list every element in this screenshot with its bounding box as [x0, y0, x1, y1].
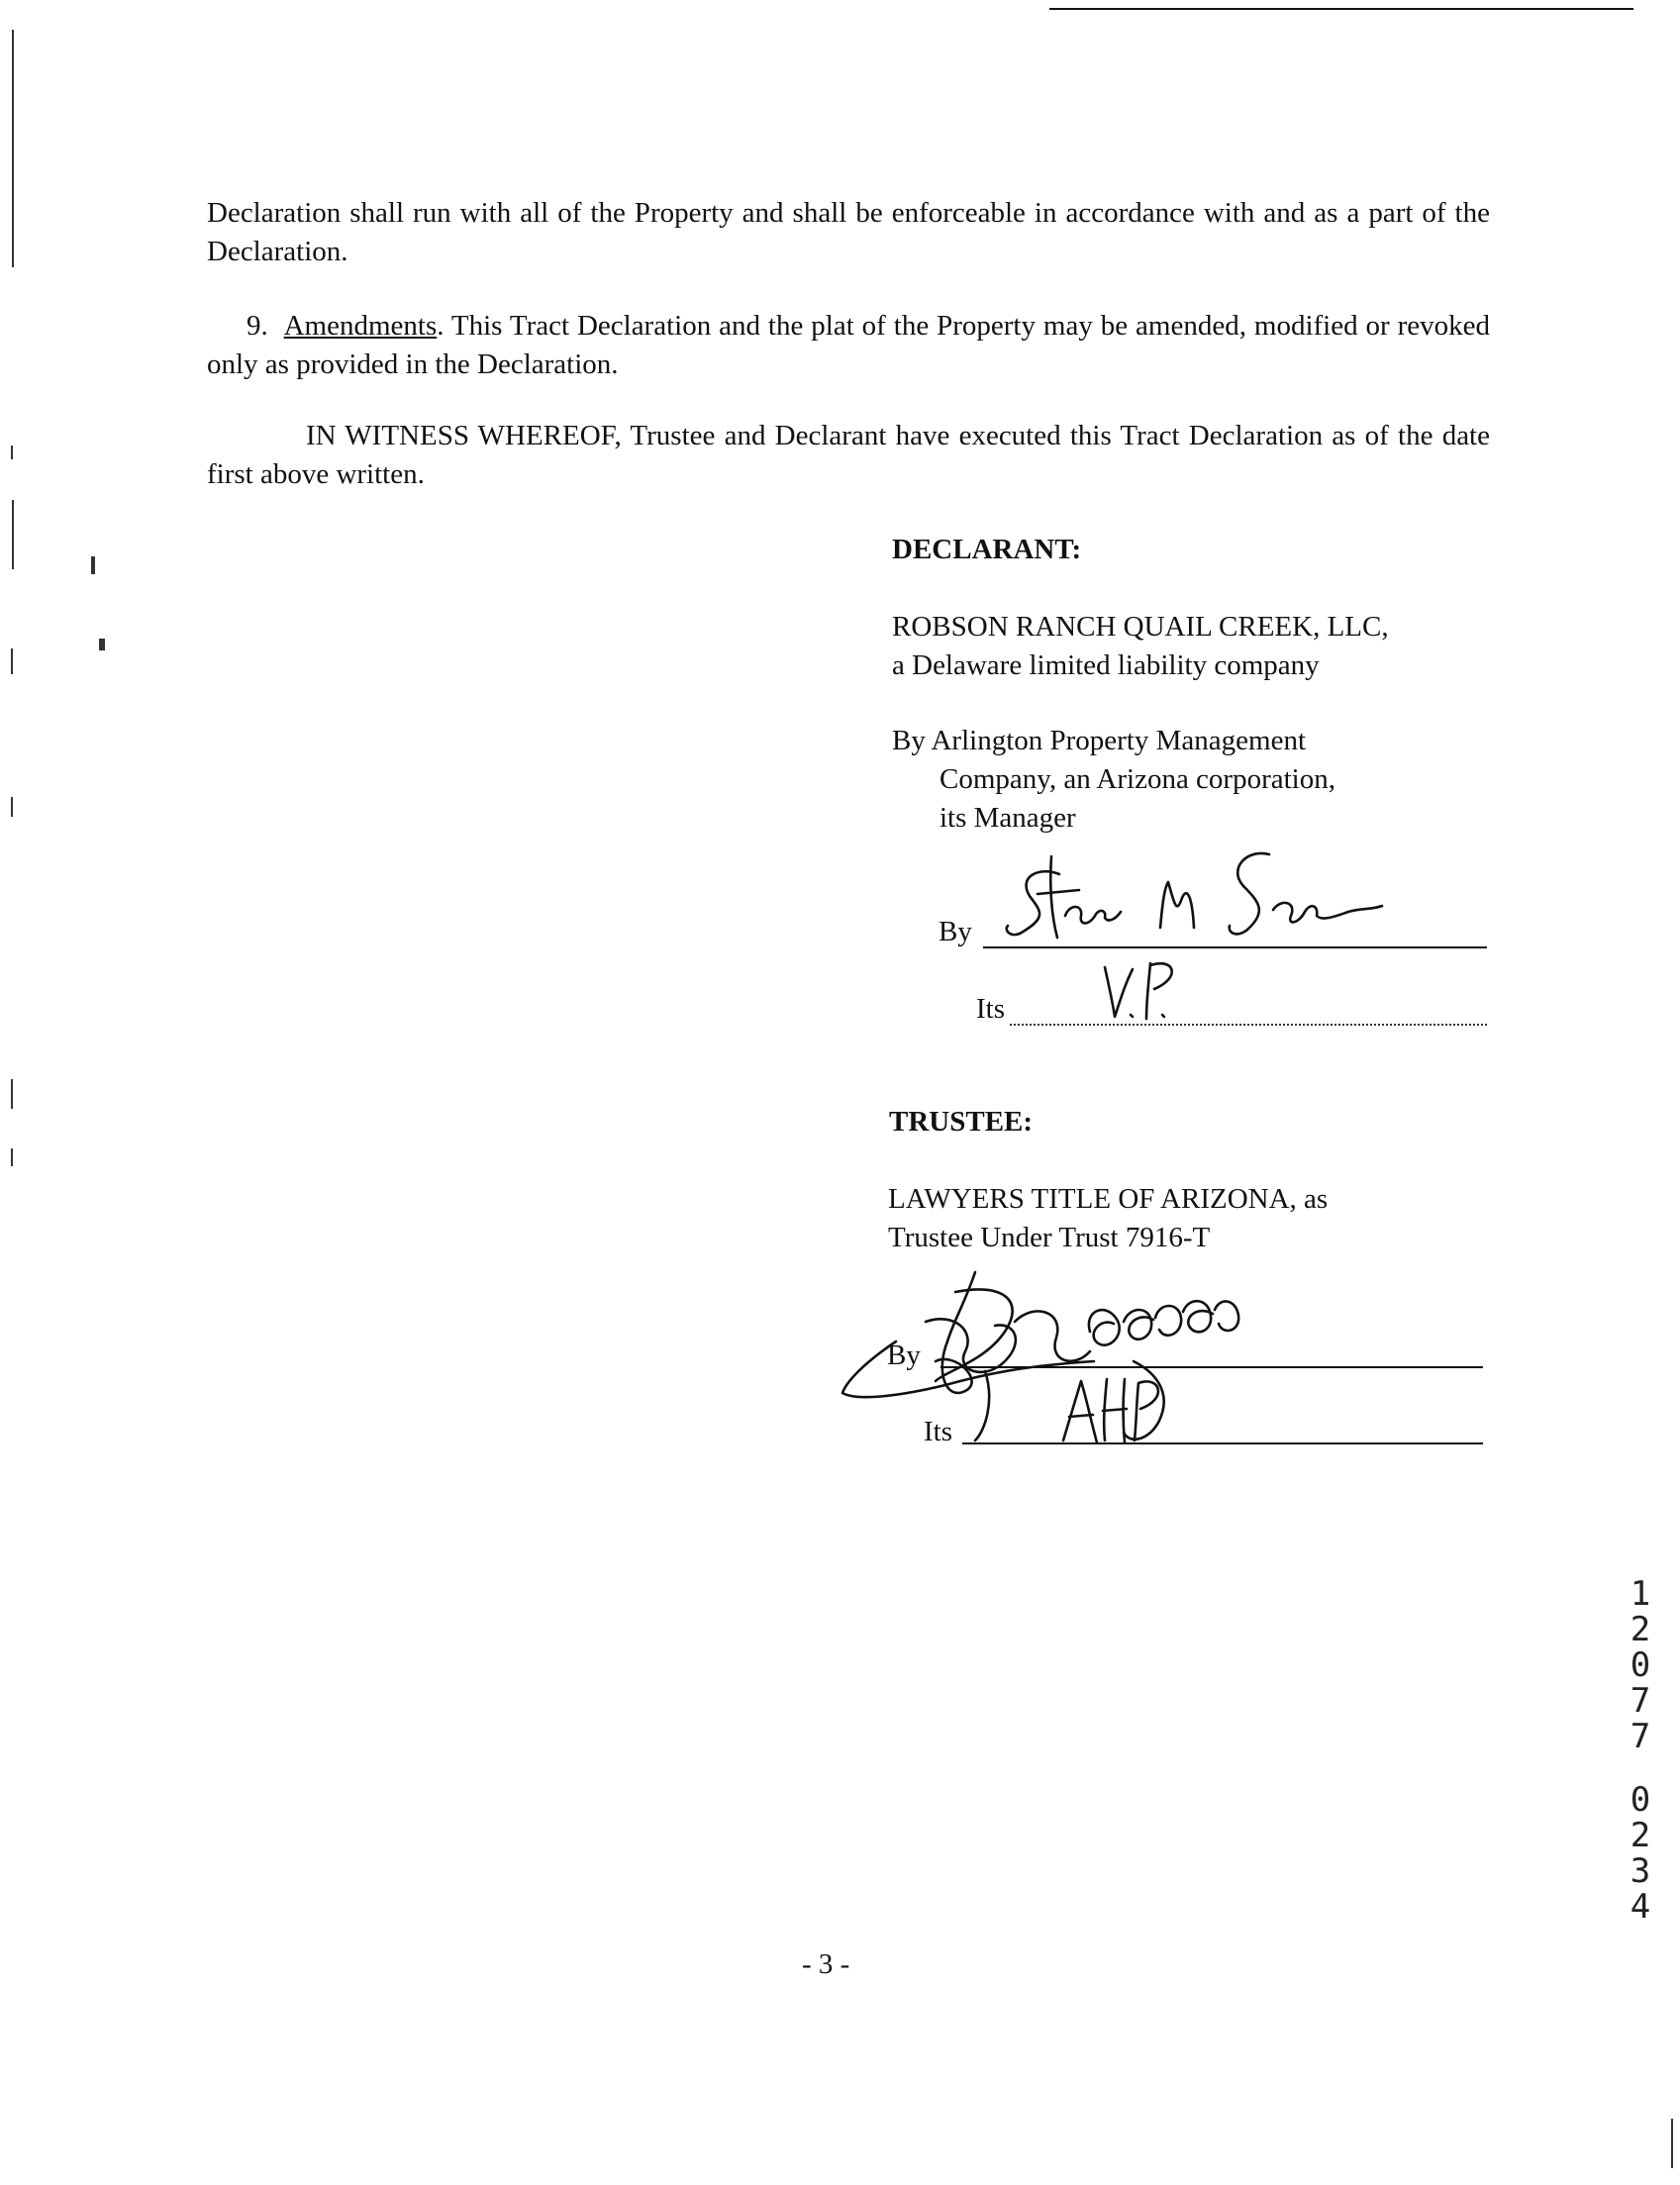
declarant-manager-company: Company, an Arizona corporation,: [939, 763, 1335, 795]
margin-mark: [11, 446, 13, 459]
recording-stamp-digit: 3: [1630, 1851, 1651, 1891]
margin-mark: [12, 500, 14, 569]
recording-stamp-digit: 2: [1630, 1610, 1651, 1649]
declarant-company-name: ROBSON RANCH QUAIL CREEK, LLC,: [892, 611, 1389, 643]
recording-stamp-digit: 1: [1630, 1574, 1651, 1614]
recording-stamp-digit: 7: [1630, 1717, 1651, 1756]
amendments-paragraph: [207, 307, 1490, 384]
margin-mark: [1671, 2119, 1673, 2168]
recording-stamp-digit: 7: [1630, 1681, 1651, 1721]
margin-mark: [91, 556, 95, 574]
trustee-capacity: Trustee Under Trust 7916-T: [888, 1222, 1211, 1253]
trustee-its-label: Its: [924, 1416, 952, 1447]
margin-mark: [11, 1148, 13, 1166]
amendments-number: 9.: [247, 310, 268, 342]
declarant-company-type: a Delaware limited liability company: [892, 649, 1320, 681]
recording-stamp-digit: 0: [1630, 1645, 1651, 1685]
recording-stamp-digit: 4: [1630, 1887, 1651, 1927]
margin-mark: [11, 1079, 13, 1109]
margin-mark: [99, 639, 105, 650]
margin-mark: [11, 797, 13, 817]
trustee-by-label: By: [887, 1340, 921, 1371]
margin-mark: [11, 648, 13, 674]
declarant-by-label: By: [939, 916, 972, 947]
amendments-heading: Amendments: [283, 310, 438, 342]
declarant-title-line: [1010, 1024, 1487, 1026]
amendments-body: . This Tract Declaration and the plat of the Property may be amended, modified or revoked only as provided in the Declaration.: [207, 310, 1491, 380]
trustee-company-name: LAWYERS TITLE OF ARIZONA, as: [888, 1183, 1329, 1215]
declarant-by-manager: By Arlington Property Management: [892, 725, 1307, 756]
top-rule: [1049, 8, 1633, 10]
recording-stamp-digit: 0: [1630, 1780, 1651, 1820]
declarant-heading: DECLARANT:: [892, 534, 1082, 565]
trustee-heading: TRUSTEE:: [889, 1106, 1034, 1138]
margin-mark: [12, 30, 14, 267]
continuation-paragraph: Declaration shall run with all of the Property and shall be enforceable in accordance with and as a part of the Declaration.: [207, 197, 1490, 267]
witness-paragraph: IN WITNESS WHEREOF, Trustee and Declarant have executed this Tract Declaration as of the date first above written.: [207, 420, 1490, 490]
declarant-manager-role: its Manager: [939, 802, 1076, 834]
declarant-title-image: [1099, 955, 1208, 1025]
declarant-signature-image: [1000, 846, 1396, 955]
recording-stamp-digit: 2: [1630, 1816, 1651, 1855]
trustee-title-image: [1057, 1371, 1186, 1450]
declarant-its-label: Its: [976, 993, 1005, 1025]
page-number: - 3 -: [802, 1948, 850, 1980]
